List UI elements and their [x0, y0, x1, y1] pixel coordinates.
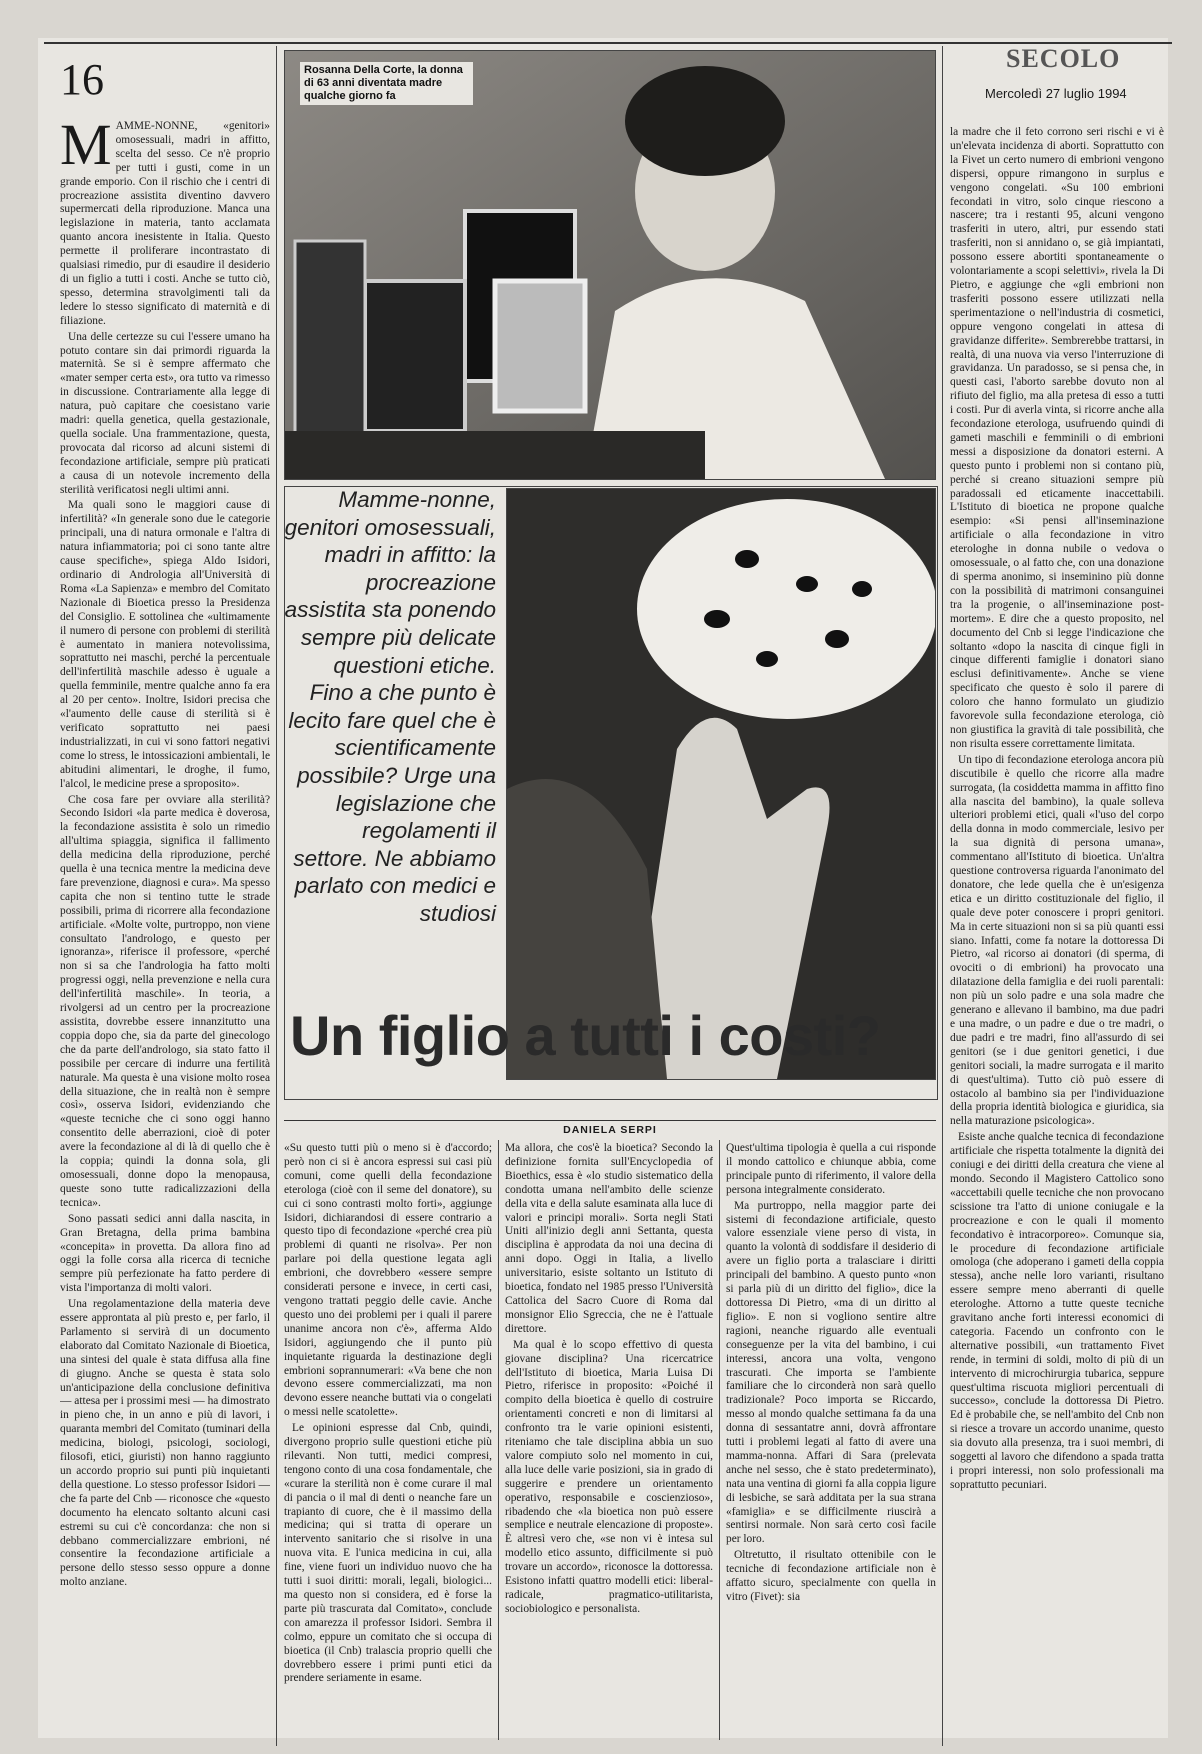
- photo-hand-embryos: [506, 488, 936, 1080]
- paragraph: Ma qual è lo scopo effettivo di questa giovane disciplina? Una ricercatrice dell'Istituto di bioetica, Maria Luisa Di Pietro, riferisce in proposito: «Poiché il compito della bioetica è quello di costruire orientamenti concreti e non di limitarsi al confronto tra le varie opinioni esistenti, riteniamo che tale disciplina abbia un suo valore compiuto solo nel momento in cui, alla luce delle varie posizioni, sia in grado di suggerire e prendere un orientamento operativo, responsabile e coscienzioso», ribadendo che «la bioetica non può essere semplice e neutrale elencazione di proposte». È altresì vero che, «se non vi è intesa sul modello etico assunto, difficilmente si può trovare un accordo», riconosce la dottoressa. Esistono infatti quattro modelli etici: liberal-radicale, pragmatico-utilitarista, sociobiologico e personalista.: [505, 1338, 713, 1615]
- article-column-2: [284, 1142, 492, 1734]
- paragraph: Sono passati sedici anni dalla nascita, in Gran Bretagna, della prima bambina «concepita» in provetta. Da allora fino ad oggi la folle corsa alla ricerca di tecniche sempre più perfezionate ha fatto perdere di vista l'importanza di molti valori.: [60, 1212, 270, 1295]
- photo-illustration-hand: [507, 489, 935, 1079]
- paragraph: Esiste anche qualche tecnica di fecondazione artificiale che rispetta totalmente la dignità dei coniugi e dei diritti della creatura che viene al mondo. Secondo il Magistero Cattolico sono «accettabili quelle tecniche che non provocano scissione tra l'atto di unione coniugale e la procreazione e con le quali il momento fecondativo è intracorporeo». Comunque sia, le procedure di fecondazione artificiale omologa (che adoperano i gameti della coppia stessa), anche nelle loro varianti, risultano essere sempre meno aberranti di quelle eterologhe. Attorno a tutte queste tecniche gravitano anche forti interessi economici di categoria. Facendo un confronto con le alternative possibili, «un trattamento Fivet rende, in termini di soldi, molto di più di un intervento di microchirurgia tubarica, seppure quest'ultima riscuota migliori percentuali di successo», conclude la dottoressa Di Pietro. Ed è probabile che, se nell'ambito del Cnb non si riesce a trovare un accordo unanime, questo sia dovuto alla presenza, tra i suoi membri, di soggetti al lavoro che difendono a spada tratta i propri interessi, non solo professionali ma soprattutto pecuniari.: [950, 1131, 1164, 1491]
- paragraph: Una regolamentazione della materia deve essere approntata al più presto e, per farlo, il Parlamento si servirà di un documento elaborato dal Comitato Nazionale di Bioetica, una sintesi del quale è stata diffusa alla fine di giugno. Anche se questa è stata solo un'anticipazione della conclusione definitiva — attesa per i prossimi mesi — ha dimostrato in pieno che, in un anno e più di lavori, i quaranta membri del Comitato (tuminari della medicina, biologi, psicologi, sociologi, filosofi, etici, giuristi) non hanno raggiunto un accordo proprio sui punti più inquietanti della questione. Lo stesso professor Isidori — che fa parte del Cnb — riconosce che «questo documento ha elencato soltanto alcuni casi estremi su cui c'è concordanza: che non si debbano commercializzare embrioni, né consentire la fecondazione artificiale a persone dello stesso sesso oppure a donne molto anziane.: [60, 1298, 270, 1589]
- column-rule-4: [719, 1140, 720, 1740]
- article-column-4: [726, 1142, 936, 1734]
- paragraph: Che cosa fare per ovviare alla sterilità? Secondo Isidori «la parte medica è doverosa, la fecondazione assistita è solo un rimedio all'ultima spiaggia, significa il fallimento della medicina della riproduzione, perché quella è una tecnica mentre la medicina deve fare prevenzione, diagnosi e cura». Ma spesso capita che non si tentino tutte le strade possibili, prima di ricorrere alla fecondazione artificiale. «Molte volte, purtroppo, non viene consultato l'andrologo, e questo per ignoranza», riferisce il professore, «perché non si sa che l'andrologia ha fatto molti progressi oggi, nella prevenzione e nella cura dell'infertilità maschile». In teoria, a rivolgersi ad un centro per la procreazione assistita, dovrebbe essere innanzitutto una coppia dopo che, sia da parte del ginecologo che da parte dell'andrologo, sia stato fatto il possibile per cercare di indurre una fertilità naturale. Ma questa è una visione molto rosea della situazione, che in realtà non è sempre così», osserva Isidori, evidenziando che «queste tecniche che ci sono oggi hanno consentito delle aberrazioni, cioè di poter avere la fecondazione al di là di quello che è la coppia; quindi la donna sola, gli omosessuali, donne dopo la menopausa, queste sono tutte radicalizzazioni della tecnica».: [60, 793, 270, 1209]
- paragraph: Ma allora, che cos'è la bioetica? Secondo la definizione fornita sull'Encyclopedia of Bioethics, essa è «lo studio sistematico della condotta umana nell'ambito delle scienze della vita e della salute esaminata alla luce di valori e principi morali». Sorta negli Stati Uniti all'inizio degli anni Settanta, questa disciplina è approdata da noi una decina di anni dopo. Oggi in Italia, a livello universitario, esiste soltanto un Istituto di bioetica, fondato nel 1985 presso l'Università Cattolica del Sacro Cuore di Roma dal monsignor Elio Sgreccia, che ne è l'attuale direttore.: [505, 1142, 713, 1335]
- paragraph: «Su questo tutti più o meno si è d'accordo; però non ci si è ancora espressi sui casi più comuni, come quelli della fecondazione eterologa (cioè con il seme del donatore), su cui ci sono contrasti molto forti», aggiunge Isidori, dichiarandosi di essere contrario a questo tipo di fecondazione «perché crea più problemi di quanti ne risolva». Per non parlare poi della questione legata agli embrioni, che dovrebbero «essere sempre considerati persone e invece, in certi casi, vengono trattati peggio delle cavie. Anche questo uno dei problemi per i quali il parere unanime ancora non c'è», afferma Aldo Isidori, aggiungendo che il punto più inquietante riguarda la destinazione degli embrioni soprannumerari: «Va bene che non devono essere commercializzati, ma non devono essere neanche buttati via o congelati o messi nelle scatolette».: [284, 1142, 492, 1419]
- paragraph: Una delle certezze su cui l'essere umano ha potuto contare sin dai primordi riguarda la maternità. Se si è sempre affermato che «mater semper certa est», ora tutto va rimesso in discussione. Contrariamente alla legge di natura, può capitare che coesistano varie madri: quella genetica, quella gestazionale, quella sociale. Una frammentazione, questa, provocata dal ricorso ad alcuni sistemi di fecondazione artificiale, sempre più praticati a causa di un notevole incremento della sterilità verificatosi negli ultimi anni.: [60, 330, 270, 496]
- top-rule: [44, 42, 1172, 44]
- drop-cap: M: [60, 120, 112, 177]
- article-column-1: [60, 120, 270, 1732]
- page-number: 16: [60, 55, 104, 104]
- pull-quote: Mamme-nonne, genitori omosessuali, madri in affitto: la procreazione assistita sta ponendo sempre più delicate questioni etiche. Fino a che punto è lecito fare quel che è scientificamente possibile? Urge una legislazione che regolamenti il settore. Ne abbiamo parlato con medici e studiosi: [284, 487, 496, 926]
- paragraph: Ma quali sono le maggiori cause di infertilità? «In generale sono due le categorie principali, una di natura ormonale e l'altra di natura infiammatoria; poi ci sono tante altre cause specifiche», spiega Aldo Isidori, ordinario di Andrologia all'Università di Roma «La Sapienza» e membro del Comitato Nazionale di Bioetica presso la Presidenza del Consiglio. E sottolinea che «ultimamente il numero di persone con problemi di sterilità è aumentato in maniera notevolissima, soprattutto nei maschi, perché la percentuale dell'infertilità maschile adesso è uguale a quella femminile, mentre qualche anno fa era al 20 per cento». Inoltre, Isidori precisa che «l'aumento delle cause di sterilità si è verificato soprattutto nei paesi industrializzati, in cui vi sono fattori negativi come lo stress, le intossicazioni ambientali, le abitudini alimentari, le droghe, il fumo, l'alcol, le medicine prese a sproposito».: [60, 499, 270, 790]
- column-rule-2: [942, 46, 943, 1746]
- paragraph: Ma purtroppo, nella maggior parte dei sistemi di fecondazione artificiale, questo valore essenziale viene perso di vista, in quanto la volontà di soddisfare il desiderio di avere un figlio porta a tralasciare i diritti principali del bambino. A questo punto «non si parla più di un diritto del figlio», dice la dottoressa Di Pietro, «ma di un diritto al figlio». E non si vogliono sentire altre ragioni, neanche riguardo alle eventuali conseguenze per la vita del bambino, i cui interessi, ancora una volta, vengono trascurati. Che importa se l'ambiente familiare che lo circonderà non sarà quello tradizionale? Poco importa se Riccardo, messo al mondo qualche settimana fa da una donna di sessantatre anni, dovrà affrontare tutti i problemi legati al fatto di avere una mamma-nonna. Affari di Sara (prelevata anche nel sesso, che è stato predeterminato), nata una ventina di giorni fa alla coppia ligure di lesbiche, se sarà additata per la sua strana «famiglia» e se difficilmente riuscirà a sentirsi normale. Non sarà certo così facile per loro.: [726, 1199, 936, 1546]
- lead-paragraph: [60, 120, 270, 329]
- issue-date: Mercoledì 27 luglio 1994: [985, 86, 1127, 101]
- lead-text: AMME-NONNE, «genitori» omosessuali, madri in affitto, scelta del sesso. Ce n'è proprio per tutti i gusti, come in un grande emporio. Con il rischio che i centri di procreazione assistita diventino davvero supermercati della riproduzione. Manca una legislazione in materia, tanto acclamata quanto ancora inesistente in Italia. Questo permette il proliferare incontrastato di qualsiasi rimedio, pur di esaudire il desiderio di un figlio a tutti i costi. Anche se tutto ciò, spesso, determina stravolgimenti tali da ledere lo stesso significato di maternità e di filiazione.: [60, 120, 270, 327]
- paragraph: Le opinioni espresse dal Cnb, quindi, divergono proprio sulle questioni etiche più rilevanti. Non tutti, medici compresi, tengono conto di una cosa fondamentale, che «curare la sterilità non è come curare il mal di pancia o il mal di denti o neanche fare un trapianto di cuore, che è il massimo della medicina; qui si tratta di operare un intervento sanitario che si risolve in una nuova vita. E l'unica medicina in cui, alla fine, viene fuori un individuo nuovo che ha tutti i suoi diritti: morali, legali, biologici... ma questo non si considera, ed è forse la parte più trascurata dal Comitato», conclude con amarezza il professor Isidori. Sembra il colmo, eppure un comitato che si occupa di bioetica (il Cnb) tralascia proprio quelli che dovrebbero essere i primi punti etici da prendere seriamente in esame.: [284, 1422, 492, 1685]
- masthead: SECOLO: [1006, 44, 1121, 73]
- photo-illustration: [285, 51, 935, 479]
- photo-caption: Rosanna Della Corte, la donna di 63 anni diventata madre qualche giorno fa: [300, 62, 473, 105]
- byline: DANIELA SERPI: [563, 1124, 657, 1136]
- paragraph: Un tipo di fecondazione eterologa ancora più discutibile è quello che ricorre alla madre surrogata, (la cosiddetta mamma in affitto fino alla nascita del bambino), la quale solleva ulteriori problemi etici, quali «l'uso del corpo della donna in modo commerciale, lesivo per la sua dignità di persona umana», commentano all'Istituto di bioetica. Un'altra questione controversa riguarda l'anonimato del donatore, che lede quella che è un'esigenza etica e un diritto costituzionale del figlio, il quale deve poter conoscere i propri genitori. Ma in certe situazioni non si sa più quanti essi siano. Infatti, come fa notare la dottoressa Di Pietro, «al ricorso ai donatori (di sperma, di ovociti o di embrioni) ha provocato una dilatazione della famiglia e dei ruoli parentali: non più un solo padre e una sola madre che generano e allevano il bambino, ma due padri e una madre, o un padre e due o tre madri, o due padri e tre madri, fino all'assurdo di sei genitori (se i due genitori genetici, i due genitori sociali, la madre surrogata e il marito di quest'ultima). Tutto ciò può essere di ostacolo al bambino sia per l'individuazione della propria identità biologica e giuridica, sia nella maturazione psicologica».: [950, 753, 1164, 1128]
- column-rule-1: [276, 46, 277, 1746]
- article-column-3: [505, 1142, 713, 1734]
- paragraph: Oltretutto, il risultato ottenibile con le tecniche di fecondazione artificiale non è affatto sicuro, specialmente con quella in vitro (Fivet): sia: [726, 1549, 936, 1603]
- column-rule-3: [498, 1140, 499, 1740]
- byline-rule: [284, 1120, 936, 1121]
- photo-mother-with-frames: [284, 50, 936, 480]
- paragraph: la madre che il feto corrono seri rischi e vi è un'elevata incidenza di aborti. Soprattutto con la Fivet un certo numero di embrioni vengono dispersi, oppure rimangono in surplus e vengono congelati. «Su 100 embrioni fecondati in vitro, solo cinque riescono a nascere; tra i restanti 95, alcuni vengono trasferiti in utero, altri, pur essendo stati trasferiti, non si annidano o, se già impiantati, possono essere abortiti spontaneamente o volontariamente a scopi selettivi», rivela la Di Pietro, e aggiunge che «gli embrioni non trasferiti possono essere utilizzati nella sperimentazione o nell'industria di cosmetici, oppure vengono congelati in attesa di gravidanze differite». Sembrerebbe trattarsi, in realtà, di una nuova via verso l'interruzione di gravidanza. Un paradosso, se si pensa che, in questi casi, l'aborto sarebbe dovuto non al rifiuto del figlio, ma alla pretesa di esso a tutti i costi. Pur di averla vinta, si ricorre anche alla fecondazione eterologa, usufruendo quindi di gameti maschili e femminili o di embrioni messi a disposizione da donatori esterni. A questo punto i problemi non si contano più, perché si creano situazioni sempre più paradossali ed eticamente inaccettabili. L'Istituto di bioetica ne propone qualche esempio: «Si pensi all'inseminazione artificiale o alla fecondazione in vitro eterologhe in donna nubile o vedova o omosessuale, o al fatto che, con una donazione di sperma anonimo, si inseminino più donne con la possibilità di matrimoni consanguinei tra la progenie, o all'inseminazione post-mortem». E dire che a questo proposito, nel documento del Cnb si legge l'indicazione che soltanto «dopo la nascita di cinque figli in cinque differenti famiglie i donatori siano esclusi definitivamente». Anche se viene specificato che questo è solo il parere di coloro che hanno formulato un giudizio favorevole sulla fecondazione eterologa, ciò non giustifica la gravità di tale possibilità, che non risulta essere correttamente limitata.: [950, 126, 1164, 750]
- headline: Un figlio a tutti i costi?: [290, 1004, 881, 1067]
- article-column-5: [950, 126, 1164, 1734]
- paragraph: Quest'ultima tipologia è quella a cui risponde il mondo cattolico e chiunque abbia, come principale punto di riferimento, il valore della persona integralmente considerato.: [726, 1142, 936, 1196]
